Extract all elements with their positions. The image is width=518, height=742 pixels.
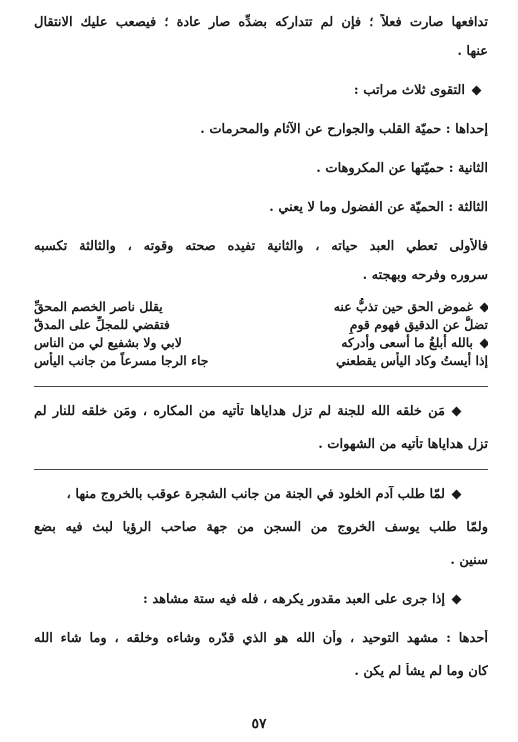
poem-verse <box>34 352 488 370</box>
poem-verse <box>34 316 488 334</box>
text-line: إحداها : حميّة القلب والجوارح عن الآثام والمحرمات . <box>200 122 488 137</box>
text-line: أحدها : مشهد التوحيد ، وأن الله هو الذي قدّره وشاءه وخلقه ، وما شاء الله <box>34 631 488 646</box>
section-divider <box>34 386 488 387</box>
verse-second-half: يقلل ناصر الخصم المحقِّ <box>34 299 163 314</box>
bullet-icon <box>452 595 462 605</box>
verse-first-half: غموض الحق حين تذبُّ عنه <box>270 298 488 316</box>
verse-second-half: جاء الرجا مسرعاً من جانب اليأس <box>34 353 209 368</box>
text-line: تدافعها صارت فعلاً ؛ فإن لم تتداركه بضدِّه صار عادة ؛ فيصعب عليك الانتقال <box>34 15 488 30</box>
text-line: فالأولى تعطي العبد حياته ، والثانية تفيده صحته وقوته ، والثالثة تكسبه <box>34 239 488 254</box>
page-number: ٥٧ <box>251 716 267 732</box>
text-line: الثانية : حميّتها عن المكروهات . <box>316 161 488 176</box>
bullet-icon <box>452 407 462 417</box>
text-line: عنها . <box>457 44 488 59</box>
verse-first-half: بالله أبلغُ ما أسعى وأدركه <box>270 334 488 352</box>
text-line: لمّا طلب آدم الخلود في الجنة من جانب الشجرة عوقب بالخروج منها ، <box>34 486 488 503</box>
poem-verse <box>34 298 488 316</box>
bullet-icon <box>452 490 462 500</box>
poem-verse <box>34 334 488 352</box>
bullet-icon <box>480 303 488 313</box>
text-line: إذا جرى على العبد مقدور يكرهه ، فله فيه ستة مشاهد : <box>34 591 488 608</box>
text-line: التقوى ثلاث مراتب : <box>34 82 488 99</box>
text-line: تزل هداياها تأتيه من الشهوات . <box>318 437 488 452</box>
text-line: مَن خلقه الله للجنة لم تزل هداياها تأتيه من المكاره ، ومَن خلقه للنار لم <box>34 403 488 420</box>
poem-block <box>34 298 488 370</box>
verse-second-half: فتقضي للمجلِّ على المدقّ <box>34 317 170 332</box>
verse-first-half: إذا أيستُ وكاد اليأس يقطعني <box>335 353 488 368</box>
text-line: ولمّا طلب يوسف الخروج من السجن من جهة صاحب الرؤيا لبث فيه بضع <box>34 520 488 535</box>
verse-second-half: لابي ولا بشفيع لي من الناس <box>34 335 182 350</box>
verse-first-half: تضلُّ عن الدقيق فهوم قومٍ <box>349 317 488 332</box>
section-divider <box>34 469 488 470</box>
text-line: كان وما لم يشأ لم يكن . <box>354 664 488 679</box>
text-line: سنين . <box>450 553 488 568</box>
bullet-icon <box>472 86 482 96</box>
text-line: سروره وفرحه وبهجته . <box>362 268 488 283</box>
text-line: الثالثة : الحميّة عن الفضول وما لا يعني . <box>269 200 488 215</box>
bullet-icon <box>480 339 488 349</box>
